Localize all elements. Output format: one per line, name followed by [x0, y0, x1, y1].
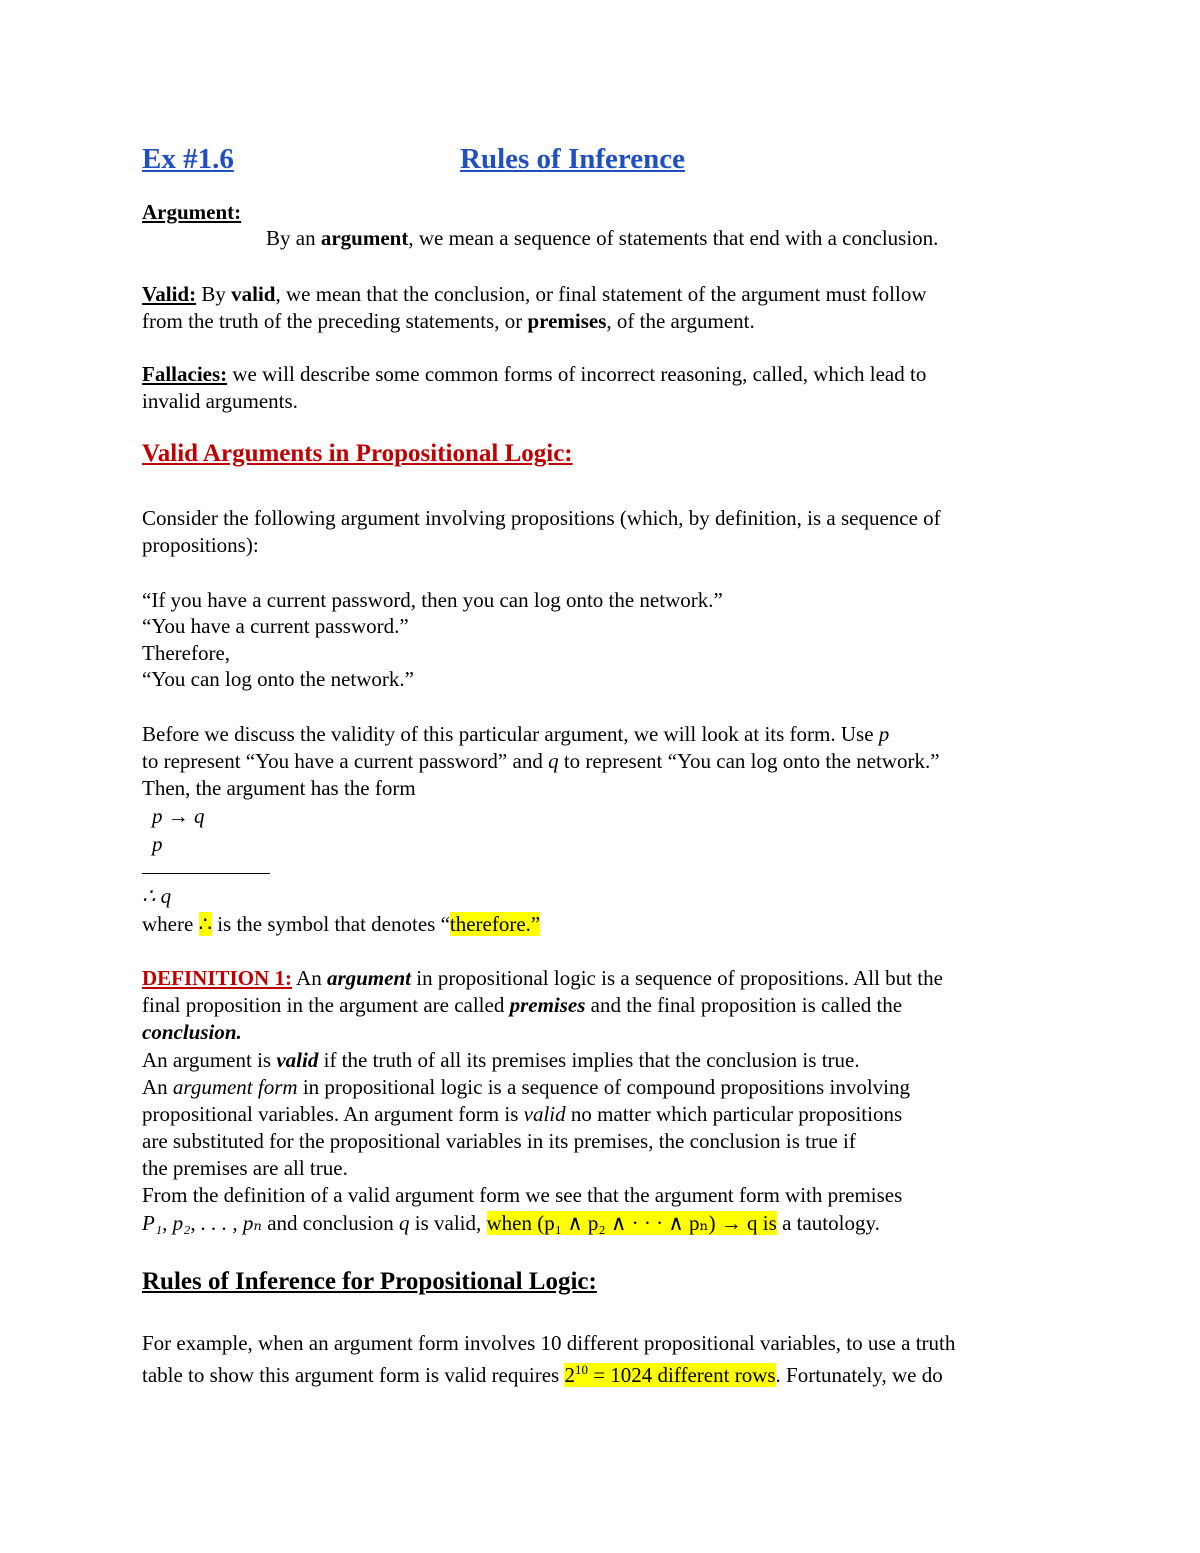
valid-line-1 [142, 282, 927, 306]
form-line-3: Then, the argument has the form [142, 776, 416, 800]
form-line2-pre: to represent “You have a current password” and [142, 749, 549, 773]
def-l5-c: in propositional logic is a sequence of compound propositions involving [297, 1075, 910, 1099]
var-p: p [878, 722, 890, 746]
valid-text-post: , we mean that the conclusion, or final statement of the argument must follow [275, 282, 927, 306]
power-base: 2 [564, 1363, 575, 1387]
example-line2-pre: table to show this argument form is valid requires [142, 1363, 565, 1387]
def-term-valid-form: valid [523, 1102, 566, 1126]
definition-line-4 [142, 1048, 860, 1072]
definition-line-8: the premises are all true. [142, 1156, 348, 1180]
therefore-text: Therefore, [142, 641, 231, 665]
rows-count: = 1024 different rows [587, 1363, 776, 1387]
argument-text-pre: By an [266, 226, 321, 250]
fallacies-line-1 [142, 362, 926, 386]
def-l10-mid: and conclusion [261, 1211, 400, 1235]
premise-1: p → q [152, 804, 205, 828]
example-line-1: For example, when an argument form involves 10 different propositional variables, to use a truth [142, 1331, 956, 1355]
def-l6-a: propositional variables. An argument form is [142, 1102, 524, 1126]
form-line2-post: to represent “You can log onto the network.” [558, 749, 940, 773]
conclusion-var: q [399, 1211, 410, 1235]
exercise-label: Ex #1.6 [142, 143, 234, 175]
def-l6-c: no matter which particular propositions [565, 1102, 903, 1126]
def-l5-a: An [142, 1075, 173, 1099]
valid-line2-pre: from the truth of the preceding statements, or [142, 309, 528, 333]
form-line-2 [142, 749, 940, 773]
section-heading-rules [142, 1270, 597, 1294]
def-l4-a: An argument is [142, 1048, 277, 1072]
premises-term: premises [527, 309, 607, 333]
argument-term: argument [320, 226, 409, 250]
def-l4-c: if the truth of all its premises implies that the conclusion is true. [318, 1048, 860, 1072]
def-l2-c: and the final proposition is called the [585, 993, 903, 1017]
example-line-2 [142, 1358, 943, 1387]
where-pre: where [142, 912, 199, 936]
section2-heading-text: Rules of Inference for Propositional Logic: [142, 1268, 597, 1295]
definition-line-1 [142, 966, 943, 990]
def-l1-a: An [291, 966, 327, 990]
argument-text-post: , we mean a sequence of statements that end with a conclusion. [408, 226, 939, 250]
conclusion: ∴ q [142, 884, 172, 908]
where-mid: is the symbol that denotes “ [211, 912, 450, 936]
definition-line-7: are substituted for the propositional variables in its premises, the conclusion is true if [142, 1129, 856, 1153]
form-line-1 [142, 722, 889, 746]
power-exponent: 10 [574, 1362, 588, 1377]
tautology-highlight: when (p₁ ∧ p₂ ∧ · · · ∧ pₙ) → q is [486, 1211, 777, 1235]
rows-highlight [564, 1363, 775, 1387]
quote-3: “You can log onto the network.” [142, 667, 414, 691]
definition-line-2 [142, 993, 902, 1017]
intro-line-1: Consider the following argument involving propositions (which, by definition, is a sequence of [142, 506, 941, 530]
quote-1: “If you have a current password, then you can log onto the network.” [142, 588, 723, 612]
argument-label: Argument: [142, 200, 242, 224]
def-term-valid: valid [276, 1048, 319, 1072]
valid-line2-post: , of the argument. [606, 309, 755, 333]
definition-line-5 [142, 1075, 910, 1099]
therefore-explanation [142, 912, 540, 936]
valid-line-2 [142, 309, 755, 333]
fallacies-line-2: invalid arguments. [142, 389, 298, 413]
def-term-argument-form: argument form [172, 1075, 298, 1099]
def-l2-a: final proposition in the argument are called [142, 993, 510, 1017]
def-term-argument: argument [326, 966, 411, 990]
form-line1-text: Before we discuss the validity of this particular argument, we will look at its form. Use [142, 722, 879, 746]
var-q: q [548, 749, 559, 773]
fallacies-label: Fallacies: [142, 362, 228, 386]
example-line2-post: . Fortunately, we do [775, 1363, 943, 1387]
valid-label: Valid: [142, 282, 197, 306]
valid-text-pre: By [196, 282, 232, 306]
premise-variables: P₁, p₂, . . . , pₙ [142, 1211, 262, 1235]
definition-label: DEFINITION 1: [142, 966, 292, 990]
therefore-symbol: ∴ [198, 912, 212, 936]
quote-2: “You have a current password.” [142, 614, 409, 638]
section-heading-text: Valid Arguments in Propositional Logic: [142, 440, 573, 467]
def-l10-post: a tautology. [776, 1211, 880, 1235]
fallacies-text: we will describe some common forms of incorrect reasoning, called, which lead to [227, 362, 927, 386]
therefore-highlight: therefore.” [449, 912, 541, 936]
definition-line-9: From the definition of a valid argument form we see that the argument form with premises [142, 1183, 903, 1207]
intro-line-2: propositions): [142, 533, 259, 557]
argument-divider [142, 873, 270, 874]
def-l10-mid2: is valid, [409, 1211, 487, 1235]
premise-2: p [152, 832, 163, 856]
section-heading-valid-arguments [142, 442, 573, 466]
argument-label-line [142, 200, 241, 224]
argument-definition [266, 226, 938, 250]
page-title: Rules of Inference [460, 143, 685, 175]
definition-line-6 [142, 1102, 902, 1126]
def-term-conclusion: conclusion. [142, 1020, 242, 1044]
def-term-premises: premises [509, 993, 586, 1017]
def-l1-c: in propositional logic is a sequence of propositions. All but the [410, 966, 943, 990]
definition-line-10 [142, 1211, 880, 1235]
valid-term: valid [231, 282, 276, 306]
